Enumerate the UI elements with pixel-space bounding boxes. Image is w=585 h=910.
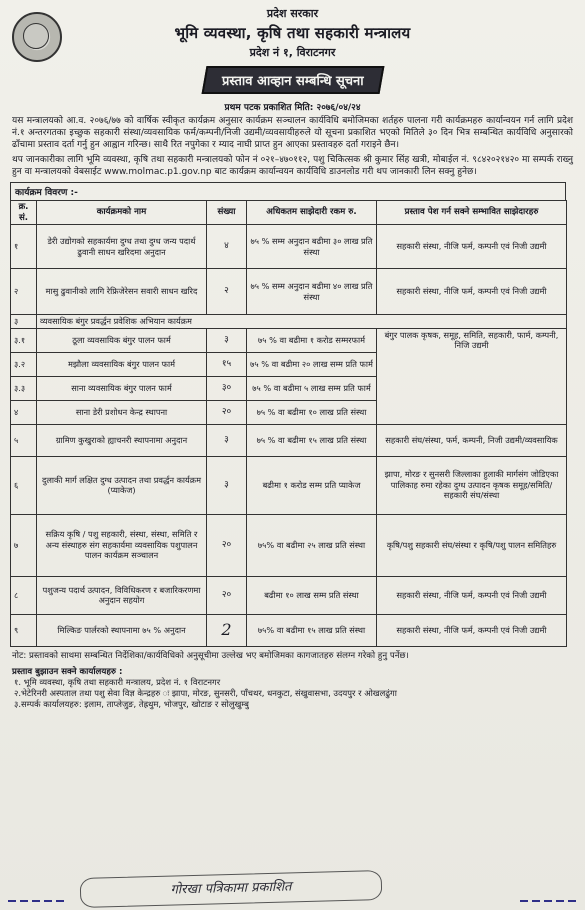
row-qty: २०: [207, 514, 247, 576]
government-emblem-icon: [12, 12, 62, 62]
row-cap: ७५% वा बढीमा २५ लाख प्रति संस्था: [247, 514, 377, 576]
row-sn: ४: [11, 400, 37, 424]
row-program-name: मिल्किङ पार्लरको स्थापनामा ७५ % अनुदान: [37, 614, 207, 646]
row-sn: ३.३: [11, 376, 37, 400]
row-cap: ७५ % वा बढीमा १५ लाख प्रति संस्था: [247, 424, 377, 456]
table-header-row: [11, 201, 567, 225]
row-eligible: सहकारी संस्था, नीजि फर्म, कम्पनी एवं निजी उद्यमी: [377, 269, 567, 315]
row-cap: ७५ % वा बढीमा ५ लाख सम्म प्रति फार्म: [247, 376, 377, 400]
row-eligible: सहकारी संस्था, नीजि फर्म, कम्पनी एवं निजी उद्यमी: [377, 225, 567, 269]
office-line: १. भूमि व्यवस्था, कृषि तथा सहकारी मन्त्रालय, प्रदेश नं. १ विराटनगर: [14, 676, 221, 687]
row-qty: ३: [207, 424, 247, 456]
row-sn: ८: [11, 576, 37, 614]
office-line: २.भेटेरिनरी अस्पताल तथा पशु सेवा विज्ञ केन्द्रहरु ः झापा, मोरङ, सुनसरी, पाँचथर, धनकुटा, संखुवासभा, उदयपुर र ओखलढुंगा: [14, 687, 397, 698]
row-sn: ७: [11, 514, 37, 576]
government-name: प्रदेश सरकार: [266, 7, 319, 20]
office-line: ३.सम्पर्क कार्यालयहरु: इलाम, ताप्लेजुङ, तेह्रथुम, भोजपुर, खोटाङ र सोलुखुम्बु: [14, 698, 249, 709]
handwritten-note: गोरखा पत्रिकामा प्रकाशित: [80, 870, 383, 908]
intro-paragraph-1: यस मन्त्रालयको आ.व. २०७६/७७ को वार्षिक स्वीकृत कार्यक्रम अनुसार कार्यक्रम सञ्चालन कार्यविधि बमोजिमका शर्तहरु पालना गरी कार्यक्रमहरु कार्यान्वयन गर्न लागि प्रदेश नं.१ अन्तरगतका इच्छुक सहकारी संस्था/व्यवसायिक फर्म/कम्पनी/निजी उद्यमी/व्यवसायीहरुले यो सूचना प्रकाशित भएको मितिले ३० दिन भित्र सम्बन्धित कार्यविधि अनुसारको ढाँचामा प्रस्ताव दर्ता गर्नु हुन आह्वान गरिन्छ। साथै रित नपुगेका र म्याद नाघी प्राप्त हुन आएका प्रस्तावहरु दर्ता गराइने छैन।: [12, 116, 573, 151]
table-row: [11, 424, 567, 456]
row-cap: बढीमा १० लाख सम्म प्रति संस्था: [247, 576, 377, 614]
ministry-name: भूमि व्यवस्था, कृषि तथा सहकारी मन्त्रालय: [174, 24, 411, 42]
row-qty: ३०: [207, 376, 247, 400]
row-eligible: बंगुर पालक कृषक, समूह, समिति, सहकारी, फार्म, कम्पनी, निजि उद्यमी: [377, 328, 567, 424]
row-cap: ७५ % वा बढीमा १ करोड सम्मरफार्म: [247, 328, 377, 352]
province-name: प्रदेश नं १, विराटनगर: [249, 46, 336, 59]
table-title: कार्यक्रम विवरण :-: [10, 182, 566, 200]
row-cap: ७५ % सम्म अनुदान बढीमा ४० लाख प्रति संस्था: [247, 269, 377, 315]
decorative-dashes-left: [8, 900, 68, 902]
row-cap: ७५ % सम्म अनुदान बढीमा ३० लाख प्रति संस्था: [247, 225, 377, 269]
row-qty: 2: [207, 614, 247, 646]
row-program-name: ग्रामिण कुखुराको ह्याचनरी स्थापनामा अनुदान: [37, 424, 207, 456]
col-header-cap: अधिकतम साझेदारी रकम रु.: [247, 201, 377, 225]
col-header-sn: क्र. सं.: [11, 201, 37, 225]
table-row: [11, 328, 567, 352]
col-header-eligible: प्रस्ताव पेश गर्न सक्ने सम्भावित साझेदारहरु: [377, 201, 567, 225]
row-sn: ३.१: [11, 328, 37, 352]
row-cap: ७५% वा बढीमा १५ लाख प्रति संस्था: [247, 614, 377, 646]
row-sn: १: [11, 225, 37, 269]
row-program-name: मासु ढुवानीको लागि रेफ्रिजेरेसन सवारी साधन खरिद: [37, 269, 207, 315]
col-header-qty: संख्या: [207, 201, 247, 225]
decorative-dashes-right: [520, 900, 580, 902]
table-row: [11, 576, 567, 614]
row-sn: ५: [11, 424, 37, 456]
row-qty: २०: [207, 400, 247, 424]
row-cap: ७५ % वा बढीमा १० लाख प्रति संस्था: [247, 400, 377, 424]
row-sn: ३: [11, 315, 37, 329]
row-program-name: डेरी उद्योगको सहकार्यमा दुग्ध तथा दुग्ध जन्य पदार्थ ढुवानी साधन खरिदमा अनुदान: [37, 225, 207, 269]
row-program-name: सक्रिय कृषि / पशु सहकारी, संस्था, संस्था, समिति र अन्य संस्थाहरु संग सहकार्यमा व्यवसायिक पशुपालन पालन कार्यक्रम सञ्चालन: [37, 514, 207, 576]
row-eligible: सहकारी संघ/संस्था, फर्म, कम्पनी, निजी उद्यमी/व्यवसायिक: [377, 424, 567, 456]
offices-heading: प्रस्ताव बुझाउन सक्ने कार्यालयहरु :: [12, 666, 123, 677]
row-eligible: कृषि/पशु सहकारी संघ/संस्था र कृषि/पशु पालन समितिहरु: [377, 514, 567, 576]
row-cap: बढीमा १ करोड सम्म प्रति प्याकेज: [247, 456, 377, 514]
section-title: व्यवसायिक बंगुर प्रवर्द्धन प्रवेशिक अभियान कार्यक्रम: [37, 315, 567, 329]
row-program-name: साना डेरी प्रशोधन केन्द्र स्थापना: [37, 400, 207, 424]
notice-title: प्रस्ताव आव्हान सम्बन्धि सूचना: [221, 74, 364, 89]
note-text: नोट: प्रस्तावको साथमा सम्बन्धित निर्देशिका/कार्यविधिको अनुसूचीमा उल्लेख भए बमोजिमका कागजातहरु संलग्न गरेको हुनु पर्नेछ।: [12, 650, 409, 661]
row-program-name: दुलाकी मार्ग लक्षित दुग्ध उत्पादन तथा प्रवर्द्धन कार्यक्रम (प्याकेज): [37, 456, 207, 514]
table-section-row: [11, 315, 567, 329]
table-row: [11, 614, 567, 646]
row-program-name: मझौला व्यवसायिक बंगुर पालन फार्म: [37, 352, 207, 376]
row-qty: २०: [207, 576, 247, 614]
row-qty: ३: [207, 328, 247, 352]
program-table: [10, 200, 567, 647]
notice-title-banner: [201, 66, 384, 94]
table-row: [11, 514, 567, 576]
publish-date: प्रथम पटक प्रकाशित मिति: २०७६/०४/२४: [224, 103, 361, 113]
row-program-name: पशुजन्य पदार्थ उत्पादन, विविधिकरण र बजारिकरणमा अनुदान सहयोग: [37, 576, 207, 614]
row-eligible: झापा, मोरङ र सुनसरी जिल्लाका हुलाकी मार्गसंग जोडिएका पालिकाह रुमा रहेका दुग्ध उत्पादन कृषक समूह/समिति/सहकारी संघ/संस्था: [377, 456, 567, 514]
col-header-name: कार्यक्रमको नाम: [37, 201, 207, 225]
header: [8, 6, 577, 94]
row-eligible: सहकारी संस्था, नीजि फर्म, कम्पनी एवं निजी उद्यमी: [377, 614, 567, 646]
row-qty: २: [207, 269, 247, 315]
row-cap: ७५ % वा बढीमा २० लाख सम्म प्रति फार्म: [247, 352, 377, 376]
program-table-wrap: [10, 182, 575, 647]
row-sn: ३.२: [11, 352, 37, 376]
table-row: [11, 269, 567, 315]
row-qty: ३: [207, 456, 247, 514]
row-sn: ६: [11, 456, 37, 514]
table-row: [11, 456, 567, 514]
row-qty: १५: [207, 352, 247, 376]
row-eligible: सहकारी संस्था, नीजि फर्म, कम्पनी एवं निजी उद्यमी: [377, 576, 567, 614]
row-program-name: साना व्यवसायिक बंगुर पालन फार्म: [37, 376, 207, 400]
table-row: [11, 225, 567, 269]
row-program-name: ठूला व्यवसायिक बंगुर पालन फार्म: [37, 328, 207, 352]
intro-paragraph-2: थप जानकारीका लागि भूमि व्यवस्था, कृषि तथा सहकारी मन्त्रालयको फोन नं ०२१–४७०११२, पशु चिकित्सक श्री कुमार सिंह खत्री, मोबाईल नं. ९८४२०२१४२० मा सम्पर्क राख्नु हुन वा मन्त्रालयको वेबसाईट www.molmac.p1.gov.np बाट कार्यक्रम कार्यान्वयन कार्यविधि डाउनलोड गरी थप जानकारी लिन सक्नु हुनेछ।: [12, 154, 573, 177]
row-sn: ९: [11, 614, 37, 646]
row-qty: ४: [207, 225, 247, 269]
row-sn: २: [11, 269, 37, 315]
